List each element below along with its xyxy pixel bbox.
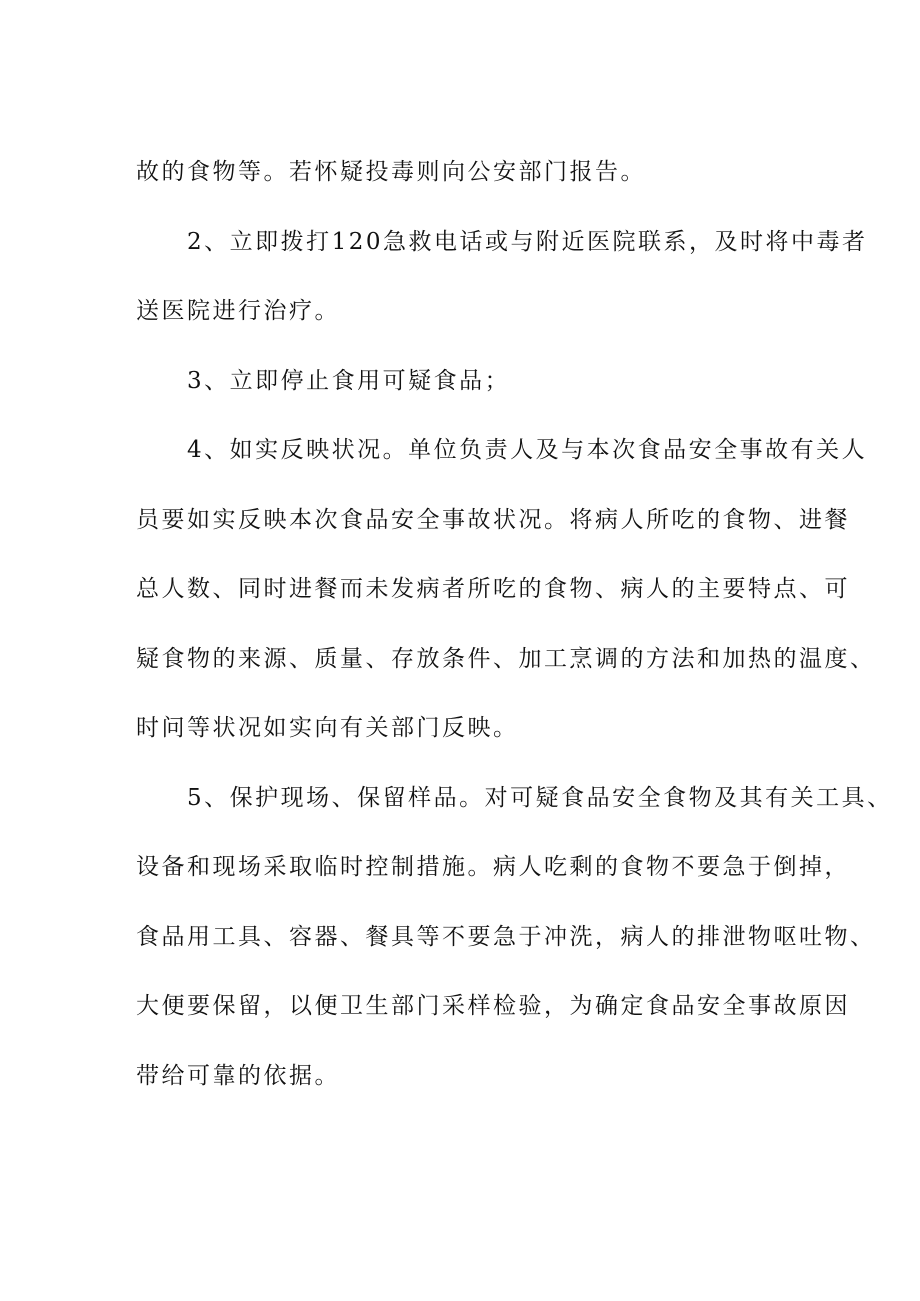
text-line: 4、如实反映状况。单位负责人及与本次食品安全事故有关人 [136, 437, 868, 463]
text-line: 疑食物的来源、质量、存放条件、加工烹调的方法和加热的温度、 [136, 645, 876, 672]
text-line: 设备和现场采取临时控制措施。病人吃剩的食物不要急于倒掉， [136, 854, 850, 880]
text-line: 故的食物等。若怀疑投毒则向公安部门报告。 [136, 159, 646, 185]
text-line: 送医院进行治疗。 [136, 298, 340, 324]
text-line: 食品用工具、容器、餐具等不要急于冲洗，病人的排泄物呕吐物、 [136, 923, 876, 950]
text-line: 时问等状况如实向有关部门反映。 [136, 715, 519, 741]
text-line: 总人数、同时进餐而未发病者所吃的食物、病人的主要特点、可 [136, 576, 850, 602]
text-line: 2、立即拨打120急救电话或与附近医院联系，及时将中毒者 [136, 228, 868, 255]
text-line: 大便要保留，以便卫生部门采样检验，为确定食品安全事故原因 [136, 993, 850, 1019]
text-line: 员要如实反映本次食品安全事故状况。将病人所吃的食物、进餐 [136, 506, 850, 533]
document-body [136, 147, 893, 1120]
text-line: 5、保护现场、保留样品。对可疑食品安全食物及其有关工具、 [136, 784, 893, 811]
text-line: 3、立即停止食用可疑食品； [136, 367, 511, 394]
text-line: 带给可靠的依据。 [136, 1062, 340, 1089]
